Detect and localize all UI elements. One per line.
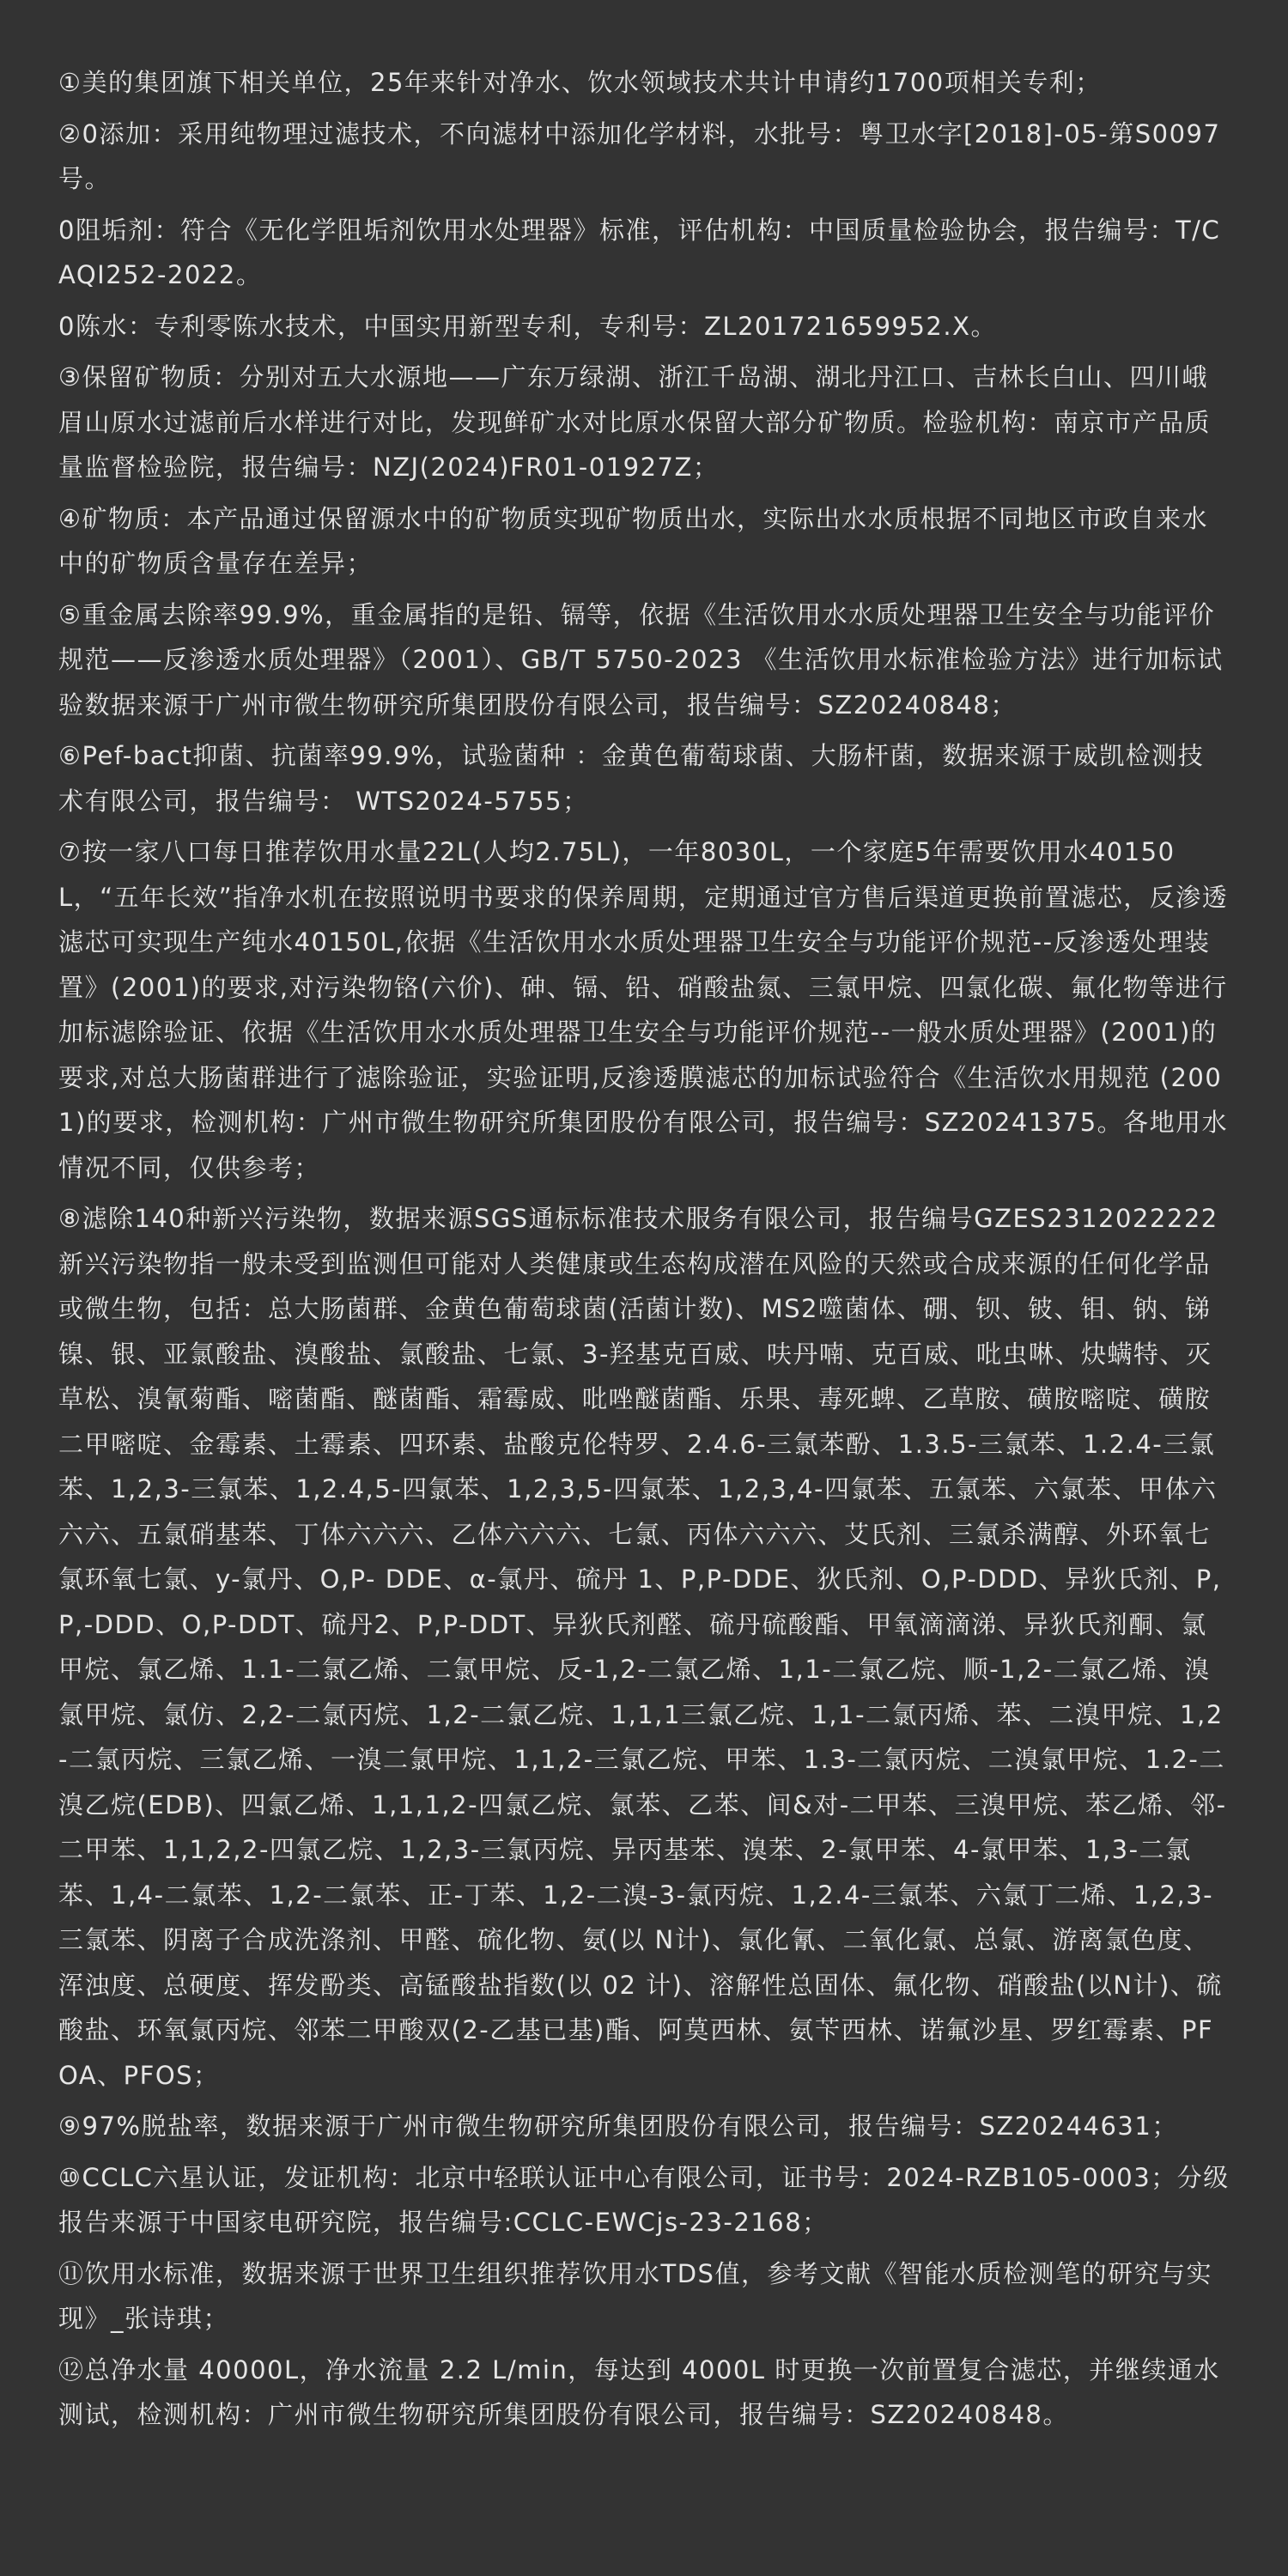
- footnote-2-zero-scale-inhibitor: 0阻垢剂：符合《无化学阻垢剂饮用水处理器》标准，评估机构：中国质量检验协会，报告编号：T/CAQI252-2022。: [58, 215, 1221, 289]
- footnote-8-emerging-pollutants: ⑧滤除140种新兴污染物，数据来源SGS通标标准技术服务有限公司，报告编号GZES2312022222新兴污染物指一般未受到监测但可能对人类健康或生态构成潜在风险的天然或合成来源的任何化学品或微生物，包括：总大肠菌群、金黄色葡萄球菌(活菌计数)、MS2噬菌体、硼、钡、铍、钼、钠、锑镍、银、亚氯酸盐、溴酸盐、氯酸盐、七氯、3-羟基克百威、呋丹喃、克百威、吡虫啉、炔螨特、灭草松、溴氰菊酯、嘧菌酯、醚菌酯、霜霉威、吡唑醚菌酯、乐果、毒死蜱、乙草胺、磺胺嘧啶、磺胺二甲嘧啶、金霉素、土霉素、四环素、盐酸克伦特罗、2.4.6-三氯苯酚、1.3.5-三氯苯、1.2.4-三氯苯、1,2,3-三氯苯、1,2.4,5-四氯苯、1,2,3,5-四氯苯、1,2,3,4-四氯苯、五氯苯、六氯苯、甲体六六六、五氯硝基苯、丁体六六六、乙体六六六、七氯、丙体六六六、艾氏剂、三氯杀满醇、外环氧七氯环氧七氯、y-氯丹、O,P- DDE、α-氯丹、硫丹 1、P,P-DDE、狄氏剂、O,P-DDD、异狄氏剂、P,P,-DDD、O,P-DDT、硫丹2、P,P-DDT、异狄氏剂醛、硫丹硫酸酯、甲氧滴滴涕、异狄氏剂酮、氯甲烷、氯乙烯、1.1-二氯乙烯、二氯甲烷、反-1,2-二氯乙烯、1,1-二氯乙烷、顺-1,2-二氯乙烯、溴氯甲烷、氯仿、2,2-二氯丙烷、1,2-二氯乙烷、1,1,1三氯乙烷、1,1-二氯丙烯、苯、二溴甲烷、1,2-二氯丙烷、三氯乙烯、一溴二氯甲烷、1,1,2-三氯乙烷、甲苯、1.3-二氯丙烷、二溴氯甲烷、1.2-二溴乙烷(EDB)、四氯乙烯、1,1,1,2-四氯乙烷、氯苯、乙苯、间&对-二甲苯、三溴甲烷、苯乙烯、邻-二甲苯、1,1,2,2-四氯乙烷、1,2,3-三氯丙烷、异丙基苯、溴苯、2-氯甲苯、4-氯甲苯、1,3-二氯苯、1,4-二氯苯、1,2-二氯苯、正-丁苯、1,2-二溴-3-氯丙烷、1,2.4-三氯苯、六氯丁二烯、1,2,3-三氯苯、阴离子合成洗涤剂、甲醛、硫化物、氨(以 N计)、氯化氰、二氧化氯、总氯、游离氯色度、浑浊度、总硬度、挥发酚类、高锰酸盐指数(以 02 计)、溶解性总固体、氟化物、硝酸盐(以N计)、硫酸盐、环氧氯丙烷、邻苯二甲酸双(2-乙基已基)酯、阿莫西林、氨苄西林、诺氟沙星、罗红霉素、PFOA、PFOS；: [58, 1204, 1227, 2090]
- footnote-4-minerals: ④矿物质：本产品通过保留源水中的矿物质实现矿物质出水，实际出水水质根据不同地区市政自来水中的矿物质含量存在差异；: [58, 503, 1208, 578]
- footnotes-list: [58, 60, 1230, 2438]
- footnote-11-drinking-standard: ⑪饮用水标准，数据来源于世界卫生组织推荐饮用水TDS值，参考文献《智能水质检测笔的研究与实现》_张诗琪；: [58, 2258, 1212, 2333]
- footnote-1-patents: ①美的集团旗下相关单位，25年来针对净水、饮水领域技术共计申请约1700项相关专利；: [58, 68, 1102, 97]
- footnote-7-five-year-lifespan: ⑦按一家八口每日推荐饮用水量22L(人均2.75L)，一年8030L，一个家庭5年需要饮用水40150L，“五年长效”指净水机在按照说明书要求的保养周期，定期通过官方售后渠道更换前置滤芯，反渗透滤芯可实现生产纯水40150L,依据《生活饮用水水质处理器卫生安全与功能评价规范--反渗透处理装置》(2001)的要求,对污染物铬(六价)、砷、镉、铅、硝酸盐氮、三氯甲烷、四氯化碳、氟化物等进行加标滤除验证、依据《生活饮用水水质处理器卫生安全与功能评价规范--一般水质处理器》(2001)的要求,对总大肠菌群进行了滤除验证，实验证明,反渗透膜滤芯的加标试验符合《生活饮水用规范 (2001)的要求，检测机构：广州市微生物研究所集团股份有限公司，报告编号：SZ20241375。各地用水情况不同，仅供参考；: [58, 837, 1229, 1182]
- footnote-10-cclc-certification: ⑩CCLC六星认证，发证机构：北京中轻联认证中心有限公司，证书号：2024-RZB105-0003；分级报告来源于中国家电研究院，报告编号:CCLC-EWCjs-23-2168；: [58, 2162, 1230, 2237]
- footnote-2-zero-additive: ②0添加：采用纯物理过滤技术，不向滤材中添加化学材料，水批号：粤卫水字[2018]-05-第S0097号。: [58, 118, 1221, 193]
- footnote-9-desalination-rate: ⑨97%脱盐率，数据来源于广州市微生物研究所集团股份有限公司，报告编号：SZ20244631；: [58, 2111, 1178, 2141]
- footnote-3-mineral-retention: ③保留矿物质：分别对五大水源地——广东万绿湖、浙江千岛湖、湖北丹江口、吉林长白山、四川峨眉山原水过滤前后水样进行对比，发现鲜矿水对比原水保留大部分矿物质。检验机构：南京市产品质量监督检验院，报告编号：NZJ(2024)FR01-01927Z；: [58, 362, 1212, 482]
- footnote-12-total-capacity: ⑫总净水量 40000L，净水流量 2.2 L/min，每达到 4000L 时更换一次前置复合滤芯，并继续通水测试，检测机构：广州市微生物研究所集团股份有限公司，报告编号：SZ20240848。: [58, 2354, 1220, 2429]
- footnote-5-heavy-metals: ⑤重金属去除率99.9%，重金属指的是铅、镉等，依据《生活饮用水水质处理器卫生安全与功能评价规范——反渗透水质处理器》（2001）、GB/T 5750-2023 《生活饮用水标准检验方法》进行加标试验数据来源于广州市微生物研究所集团股份有限公司，报告编号：SZ20240848；: [58, 599, 1224, 720]
- footnote-2-zero-stale-water: 0陈水：专利零陈水技术，中国实用新型专利，专利号：ZL201721659952.X。: [58, 311, 997, 341]
- footnote-6-antibacterial: ⑥Pef-bact抑菌、抗菌率99.9%，试验菌种 ：金黄色葡萄球菌、大肠杆菌，数据来源于威凯检测技术有限公司，报告编号： WTS2024-5755；: [58, 741, 1205, 816]
